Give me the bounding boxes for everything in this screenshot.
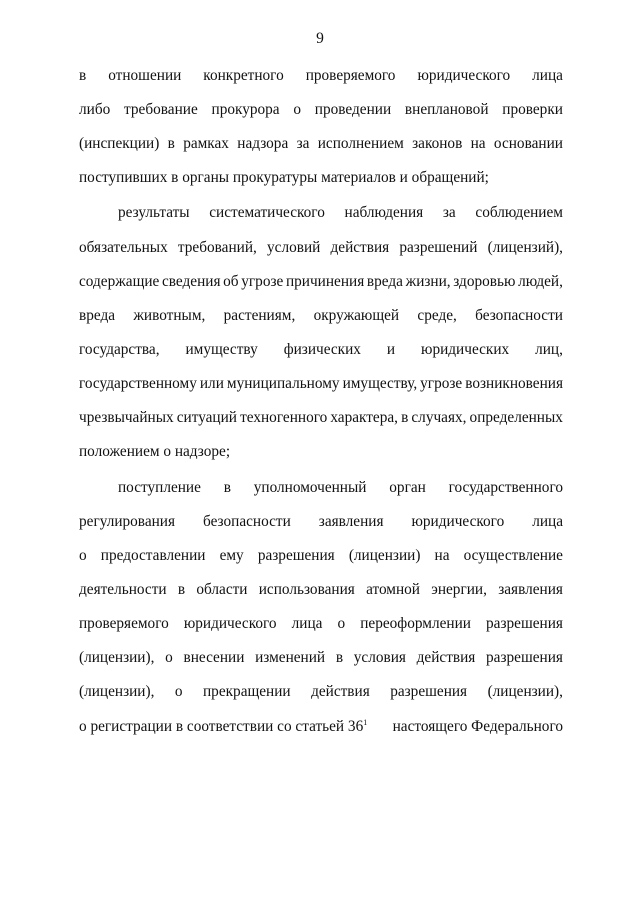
text-line: поступивших в органы прокуратуры материалов и обращений; <box>79 169 489 186</box>
text-line: поступление в уполномоченный орган государственного <box>118 479 563 496</box>
text-line: о предоставлении ему разрешения (лицензии) на осуществление <box>79 547 563 564</box>
text-line: в отношении конкретного проверяемого юридического лица <box>79 67 563 84</box>
text-line: государства, имуществу физических и юридических лиц, <box>79 341 563 358</box>
text-line-tail: настоящего Федерального <box>392 718 563 735</box>
text-line: (лицензии), о внесении изменений в условия действия разрешения <box>79 649 563 666</box>
page-number: 9 <box>316 30 324 47</box>
text-line: результаты систематического наблюдения за соблюдением <box>118 204 563 221</box>
text-line: положением о надзоре; <box>79 443 231 460</box>
text-line: регулирования безопасности заявления юридического лица <box>79 513 563 530</box>
text-line: проверяемого юридического лица о переоформлении разрешения <box>79 615 563 632</box>
text-line: государственному или муниципальному имуществу, угрозе возникновения <box>79 375 563 392</box>
text-line: содержащие сведения об угрозе причинения вреда жизни, здоровью людей, <box>79 273 563 290</box>
text-line-last <box>79 718 563 736</box>
text-line: (инспекции) в рамках надзора за исполнением законов на основании <box>79 135 563 152</box>
superscript: 1 <box>363 717 368 727</box>
text-line: либо требование прокурора о проведении внеплановой проверки <box>79 101 563 118</box>
text-line: чрезвычайных ситуаций техногенного характера, в случаях, определенных <box>79 409 563 426</box>
text-line: вреда животным, растениям, окружающей среде, безопасности <box>79 307 563 324</box>
text-line: (лицензии), о прекращении действия разрешения (лицензии), <box>79 683 563 700</box>
text-line-head: о регистрации в соответствии со статьей $36^1$ <box>79 717 368 735</box>
text-line: обязательных требований, условий действия разрешений (лицензий), <box>79 239 563 256</box>
text-line: деятельности в области использования атомной энергии, заявления <box>79 581 563 598</box>
